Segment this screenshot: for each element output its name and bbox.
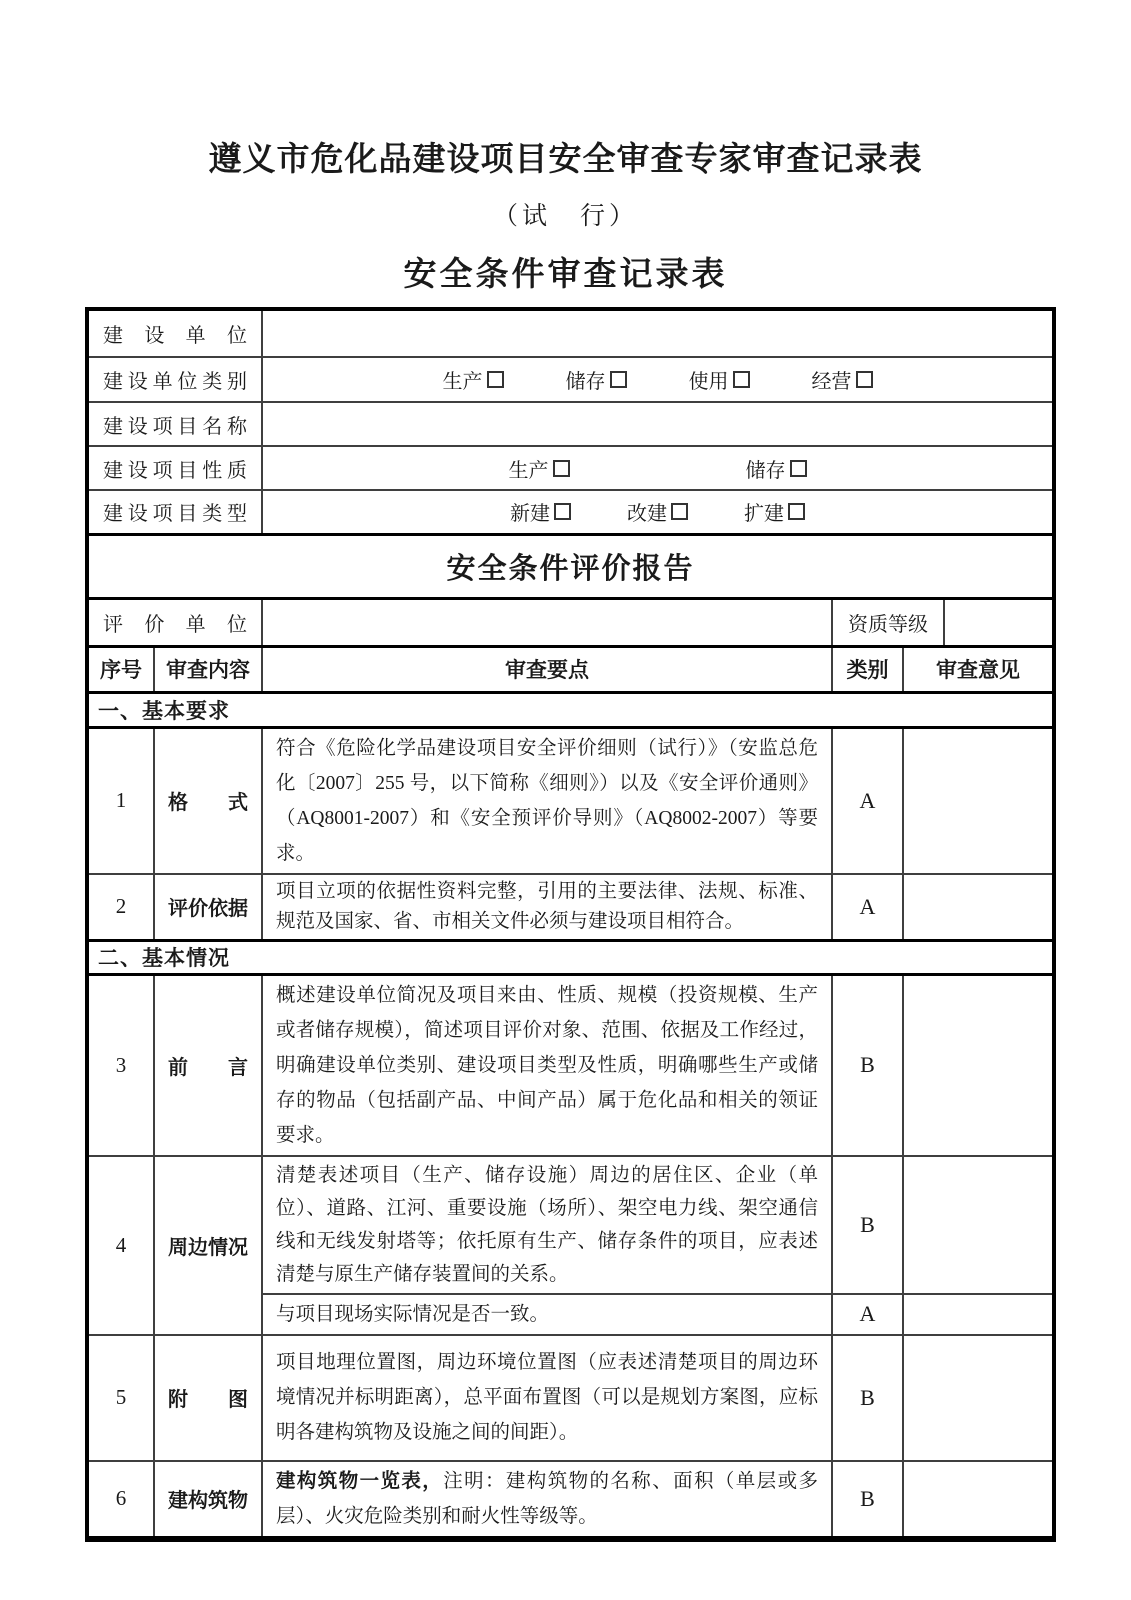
nature-production-checkbox[interactable] [553, 460, 570, 477]
col-header-points: 审查要点 [262, 646, 832, 692]
option-label: 经营 [811, 371, 852, 393]
qualification-grade-value[interactable] [944, 598, 1054, 646]
project-type-label: 建设项目类型 [87, 490, 262, 534]
project-nature-row [87, 446, 1054, 490]
option-label: 改建 [627, 503, 667, 526]
operation-checkbox[interactable] [856, 371, 873, 388]
review-row-5 [87, 1335, 1054, 1461]
row-2-no: 2 [87, 874, 154, 941]
col-header-content: 审查内容 [154, 646, 262, 692]
option-nature-production [509, 454, 570, 483]
project-nature-label: 建设项目性质 [87, 446, 262, 490]
option-operation [812, 365, 873, 394]
form-title: 安全条件审查记录表 [403, 255, 728, 292]
evaluation-unit-label: 评 价 单 位 [87, 598, 262, 646]
nature-storage-checkbox[interactable] [790, 460, 807, 477]
report-header-row [87, 534, 1054, 598]
row-3-content: 前 言 [154, 974, 262, 1156]
row-6-opinion[interactable] [903, 1461, 1054, 1539]
row-6-no: 6 [87, 1461, 154, 1539]
row-4-points-b: 与项目现场实际情况是否一致。 [262, 1294, 832, 1335]
option-label: 储存 [565, 371, 606, 393]
project-type-options [262, 490, 1054, 534]
col-header-category: 类别 [832, 646, 903, 692]
row-1-content: 格 式 [154, 727, 262, 874]
row-2-category: A [832, 874, 903, 941]
review-row-1 [87, 727, 1054, 874]
option-label: 新建 [510, 503, 550, 526]
page-title: 遵义市危化品建设项目安全审查专家审查记录表 [208, 140, 923, 177]
rebuild-checkbox[interactable] [671, 503, 688, 520]
construction-unit-label: 建 设 单 位 [87, 309, 262, 357]
column-header-row [87, 646, 1054, 692]
page-subtitle: （试 行） [492, 203, 638, 230]
row-3-no: 3 [87, 974, 154, 1156]
review-row-6 [87, 1461, 1054, 1539]
qualification-grade-label: 资质等级 [832, 598, 944, 646]
section-title: 一、基本要求 [87, 692, 1054, 727]
project-nature-options [262, 446, 1054, 490]
row-5-points: 项目地理位置图，周边环境位置图（应表述清楚项目的周边环境情况并标明距离），总平面布置图（可以是规划方案图，应标明各建构筑物及设施之间的间距）。 [262, 1335, 832, 1461]
project-type-row [87, 490, 1054, 534]
review-row-4 [87, 1156, 1054, 1294]
review-row-3 [87, 974, 1054, 1156]
option-label: 使用 [688, 371, 729, 393]
row-3-opinion[interactable] [903, 974, 1054, 1156]
row-4-no: 4 [87, 1156, 154, 1335]
row-3-points: 概述建设单位简况及项目来由、性质、规模（投资规模、生产或者储存规模），简述项目评价对象、范围、依据及工作经过，明确建设单位类别、建设项目类型及性质，明确哪些生产或储存的物品（包括副产品、中间产品）属于危化品和相关的领证要求。 [262, 974, 832, 1156]
expand-checkbox[interactable] [788, 503, 805, 520]
section-basic-requirements [87, 692, 1054, 727]
option-storage [566, 365, 627, 394]
option-production [443, 365, 504, 394]
row-5-no: 5 [87, 1335, 154, 1461]
row-1-points: 符合《危险化学品建设项目安全评价细则（试行）》（安监总危化〔2007〕255 号，以下简称《细则》）以及《安全评价通则》（AQ8001-2007）和《安全预评价导则》（AQ8002-2007）等要求。 [262, 727, 832, 874]
row-3-category: B [832, 974, 903, 1156]
row-5-category: B [832, 1335, 903, 1461]
unit-category-row [87, 357, 1054, 402]
unit-category-label: 建设单位类别 [87, 357, 262, 402]
storage-checkbox[interactable] [610, 371, 627, 388]
option-use [689, 365, 750, 394]
row-5-opinion[interactable] [903, 1335, 1054, 1461]
row-6-content: 建构筑物 [154, 1461, 262, 1539]
option-rebuild [627, 497, 688, 526]
option-label: 扩建 [744, 503, 784, 526]
row-6-points-rest: 注明：建构筑物的名称、面积（单层或多层）、火灾危险类别和耐火性等级等。 [276, 1470, 818, 1527]
project-name-value[interactable] [262, 402, 1054, 446]
production-checkbox[interactable] [487, 371, 504, 388]
unit-category-options [262, 357, 1054, 402]
col-header-opinion: 审查意见 [903, 646, 1054, 692]
row-1-no: 1 [87, 727, 154, 874]
col-header-no: 序号 [87, 646, 154, 692]
option-nature-storage [746, 454, 807, 483]
option-label: 生产 [442, 371, 483, 393]
row-5-content: 附 图 [154, 1335, 262, 1461]
row-6-points [262, 1461, 832, 1539]
row-2-opinion[interactable] [903, 874, 1054, 941]
safety-review-table [85, 307, 1056, 1542]
row-4-content: 周边情况 [154, 1156, 262, 1335]
option-label: 生产 [508, 459, 549, 482]
row-4-category-b: A [832, 1294, 903, 1335]
row-4-opinion-b[interactable] [903, 1294, 1054, 1335]
row-1-opinion[interactable] [903, 727, 1054, 874]
option-new-build [510, 497, 571, 526]
row-4-category-a: B [832, 1156, 903, 1294]
row-6-points-bold: 建构筑物一览表， [276, 1470, 444, 1492]
option-expand [744, 497, 805, 526]
report-header: 安全条件评价报告 [87, 534, 1054, 598]
row-4-opinion-a[interactable] [903, 1156, 1054, 1294]
project-name-label: 建设项目名称 [87, 402, 262, 446]
row-1-category: A [832, 727, 903, 874]
option-label: 储存 [745, 459, 786, 482]
new-build-checkbox[interactable] [554, 503, 571, 520]
construction-unit-row [87, 309, 1054, 357]
row-2-content: 评价依据 [154, 874, 262, 941]
section-title: 二、基本情况 [87, 940, 1054, 974]
row-4-points-a: 清楚表述项目（生产、储存设施）周边的居住区、企业（单位）、道路、江河、重要设施（场所）、架空电力线、架空通信线和无线发射塔等；依托原有生产、储存条件的项目，应表述清楚与原生产储存装置间的关系。 [262, 1156, 832, 1294]
evaluation-unit-row [87, 598, 1054, 646]
review-row-2 [87, 874, 1054, 941]
row-2-points: 项目立项的依据性资料完整，引用的主要法律、法规、标准、规范及国家、省、市相关文件必须与建设项目相符合。 [262, 874, 832, 941]
use-checkbox[interactable] [733, 371, 750, 388]
construction-unit-value[interactable] [262, 309, 1054, 357]
project-name-row [87, 402, 1054, 446]
row-6-category: B [832, 1461, 903, 1539]
section-basic-situation [87, 940, 1054, 974]
evaluation-unit-value[interactable] [262, 598, 832, 646]
